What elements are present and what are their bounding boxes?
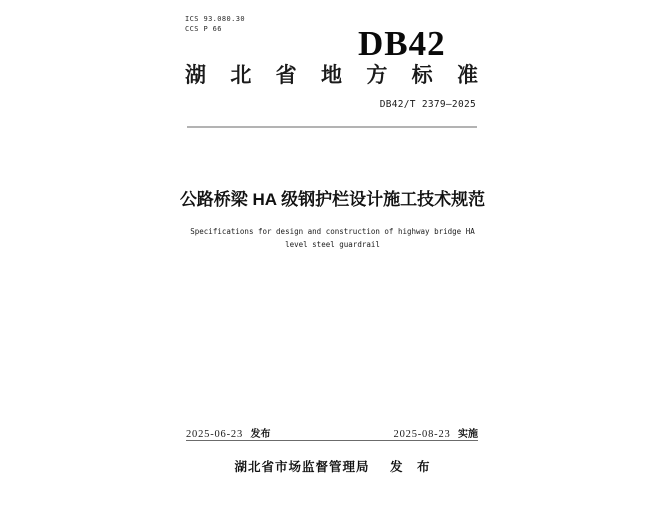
implementation-label: 实施: [458, 429, 478, 440]
implementation-date: 2025-08-23: [393, 429, 451, 440]
footer-divider-rule: [186, 440, 478, 441]
category-char: 湖: [185, 64, 206, 87]
publisher-issue-label: 发 布: [389, 460, 431, 474]
standard-category-heading: [185, 63, 478, 89]
document-title-en: [155, 226, 510, 251]
document-title-en-line1: Specifications for design and construction of highway bridge HA: [190, 227, 475, 236]
header-divider-rule: [187, 126, 477, 128]
standard-number: DB42/T 2379—2025: [379, 99, 476, 110]
standard-logo: DB42: [358, 24, 446, 63]
ics-code: ICS 93.080.30: [185, 15, 245, 23]
category-char: 准: [456, 64, 478, 87]
issue-date: 2025-06-23: [186, 429, 243, 440]
publisher-name: 湖北省市场监督管理局: [234, 460, 370, 474]
category-char: 省: [275, 64, 297, 87]
publisher-row: [155, 459, 510, 475]
document-title-en-line2: level steel guardrail: [285, 239, 380, 249]
category-char: 方: [366, 64, 388, 87]
category-char: 地: [320, 64, 342, 87]
issue-label: 发布: [250, 429, 271, 440]
ccs-code: CCS P 66: [185, 25, 222, 33]
document-title-cn: 公路桥梁 HA 级钢护栏设计施工技术规范: [179, 190, 486, 209]
category-char: 标: [411, 64, 433, 87]
classification-codes: [185, 14, 245, 34]
category-char: 北: [230, 64, 252, 87]
